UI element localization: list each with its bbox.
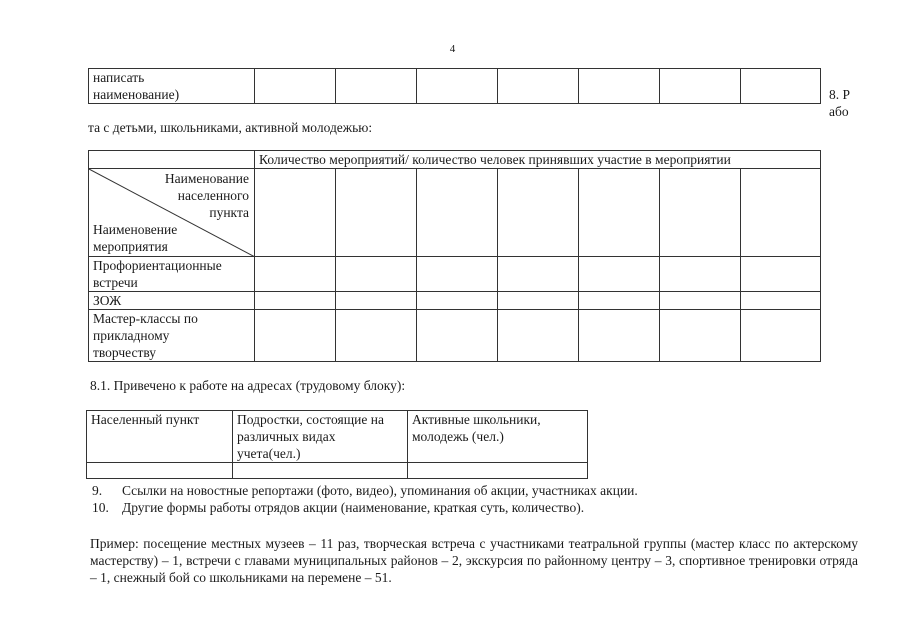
empty-cell <box>660 257 741 292</box>
example-paragraph: Пример: посещение местных музеев – 11 раз, творческая встреча с участниками театральной группы (мастер класс по актерскому мастерству) – 1, встречи с главами муниципальных районов – 2, экскурсия по районному центру – 3, спортивное тренировки отряда – 1, снежный бой со школьниками на перемене – 51. <box>90 536 858 585</box>
row-label-cell <box>89 257 255 292</box>
list-item <box>92 499 872 516</box>
table-header-row <box>89 151 821 169</box>
events-table-header: Количество мероприятий/ количество человек принявших участие в мероприятии <box>255 151 821 169</box>
settlement-name-label <box>119 170 249 221</box>
page-number: 4 <box>449 43 456 55</box>
row-label-text: Мастер-классы по <box>93 311 198 326</box>
empty-cell <box>579 310 660 362</box>
empty-cell <box>417 257 498 292</box>
empty-cell <box>255 292 336 310</box>
empty-cell <box>255 169 336 257</box>
header-line: Активные школьники, <box>412 412 541 427</box>
row-label-line <box>93 310 250 327</box>
events-table <box>88 150 821 362</box>
table-row <box>89 169 821 257</box>
section-8-heading: та с детьми, школьниками, активной молодежью: <box>88 120 373 135</box>
cell-text-line: написать <box>93 70 145 85</box>
diagonal-header-cell <box>89 169 255 257</box>
header-line: Подростки, состоящие на <box>237 412 384 427</box>
table-header-row <box>87 411 588 463</box>
empty-cell <box>255 310 336 362</box>
row-label-line: Профориентационные <box>93 258 222 273</box>
empty-cell <box>579 292 660 310</box>
list-item-number: 10. <box>92 500 109 515</box>
event-name-label <box>93 221 233 255</box>
label-line: населенного <box>177 188 249 203</box>
header-line: молодежь (чел.) <box>412 429 504 444</box>
list-item <box>92 482 872 499</box>
section-8-number-part1: 8. Р <box>829 87 851 102</box>
list-item-text: Другие формы работы отрядов акции (наименование, краткая суть, количество). <box>122 500 585 515</box>
empty-cell <box>255 257 336 292</box>
empty-cell <box>417 292 498 310</box>
empty-cell <box>336 69 417 104</box>
empty-cell <box>498 69 579 104</box>
row-label-cell <box>89 310 255 362</box>
empty-cell <box>660 69 741 104</box>
empty-cell <box>579 69 660 104</box>
empty-cell <box>336 169 417 257</box>
empty-cell <box>741 292 821 310</box>
list-item-number: 9. <box>92 483 103 498</box>
header-line: учета(чел.) <box>237 446 301 461</box>
column-header <box>87 411 233 463</box>
empty-cell <box>741 310 821 362</box>
row-label-line: встречи <box>93 275 138 290</box>
empty-cell <box>498 169 579 257</box>
empty-cell <box>255 69 336 104</box>
empty-cell <box>417 310 498 362</box>
numbered-list <box>92 482 872 516</box>
section-8-number-part2: або <box>829 104 849 119</box>
empty-cell <box>579 169 660 257</box>
table-row <box>89 69 821 104</box>
empty-cell <box>741 69 821 104</box>
header-line: Населенный пункт <box>91 412 200 427</box>
empty-cell <box>579 257 660 292</box>
table-row <box>87 463 588 479</box>
table-cell <box>89 69 255 104</box>
empty-cell <box>89 151 255 169</box>
row-label-line: ЗОЖ <box>93 293 122 308</box>
column-header <box>233 411 408 463</box>
section-8-number <box>829 86 850 120</box>
list-item-text: Ссылки на новостные репортажи (фото, видео), упоминания об акции, участниках акции. <box>122 483 638 498</box>
empty-cell <box>417 69 498 104</box>
table-row <box>89 310 821 362</box>
empty-cell <box>87 463 233 479</box>
label-line: Наименование <box>164 171 249 186</box>
header-line: различных видах <box>237 429 336 444</box>
cell-text-line: наименование) <box>93 87 180 102</box>
label-line: пункта <box>209 205 249 220</box>
work-address-table <box>86 410 588 479</box>
label-line: Наименовение <box>93 222 178 237</box>
top-table-fragment <box>88 68 821 104</box>
empty-cell <box>498 310 579 362</box>
table-row <box>89 257 821 292</box>
empty-cell <box>498 257 579 292</box>
empty-cell <box>408 463 588 479</box>
empty-cell <box>336 257 417 292</box>
label-line: мероприятия <box>93 239 168 254</box>
row-label-cell <box>89 292 255 310</box>
empty-cell <box>417 169 498 257</box>
empty-cell <box>233 463 408 479</box>
empty-cell <box>741 169 821 257</box>
empty-cell <box>336 310 417 362</box>
empty-cell <box>741 257 821 292</box>
row-label-line: творчеству <box>93 345 157 360</box>
empty-cell <box>336 292 417 310</box>
empty-cell <box>660 169 741 257</box>
empty-cell <box>498 292 579 310</box>
table-row <box>89 292 821 310</box>
empty-cell <box>660 292 741 310</box>
row-label-line: прикладному <box>93 328 170 343</box>
column-header <box>408 411 588 463</box>
section-81-heading: 8.1. Привечено к работе на адресах (трудовому блоку): <box>90 378 406 393</box>
empty-cell <box>660 310 741 362</box>
